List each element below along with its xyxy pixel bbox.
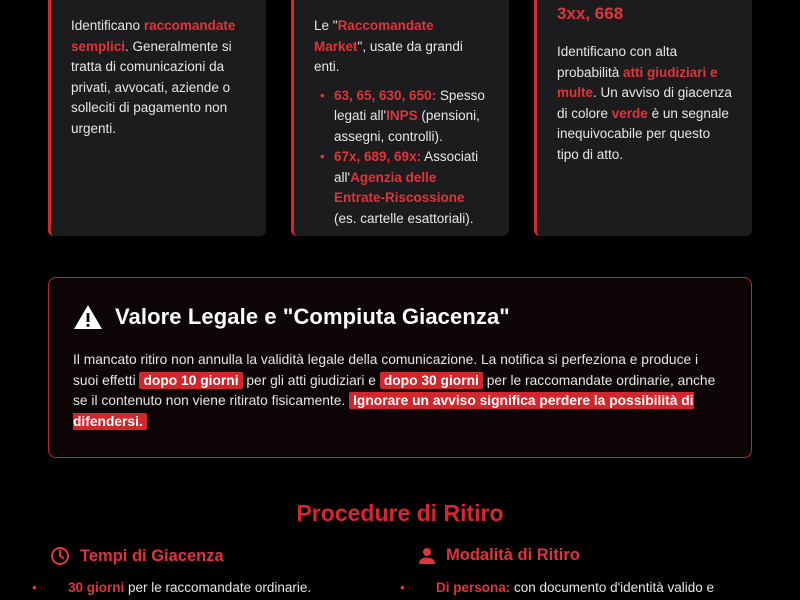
column-heading: Tempi di Giacenza bbox=[80, 546, 224, 565]
list-item: • 63, 65, 630, 650: Spesso legati all'INPS (pensioni, assegni, controlli). bbox=[314, 86, 489, 148]
code-list bbox=[314, 86, 489, 230]
highlight-badge: dopo 10 giorni bbox=[139, 372, 242, 389]
list-item: • 67x, 689, 69x: Associati all'Agenzia delle Entrate-Riscossione (es. cartelle esattoriali). bbox=[314, 147, 489, 229]
legal-warning-box bbox=[48, 277, 752, 458]
person-icon bbox=[418, 547, 436, 565]
info-card-simple bbox=[48, 0, 266, 236]
clock-icon bbox=[50, 546, 70, 566]
column-heading: Modalità di Ritiro bbox=[446, 546, 580, 564]
info-card-market bbox=[291, 0, 509, 236]
highlight-badge: Ignorare un avviso significa perdere la possibilità di difendersi. bbox=[73, 393, 694, 429]
section-title: Procedure di Ritiro bbox=[296, 500, 504, 526]
warning-icon bbox=[73, 304, 103, 330]
legal-title: Valore Legale e "Compiuta Giacenza" bbox=[115, 304, 510, 329]
card-intro: Le "Raccomandate Market", usate da grandi enti. bbox=[314, 18, 463, 74]
card-text: Identificano raccomandate semplici. Generalmente si tratta di comunicazioni da privati, avvocati, aziende o solleciti di pagamento non urgenti. bbox=[71, 18, 236, 136]
highlight-text: Raccomandate Market bbox=[314, 18, 434, 54]
card-text: Identificano con alta probabilità atti giudiziari e multe. Un avviso di giacenza di colore verde è un segnale inequivocabile per questo tipo di atto. bbox=[557, 44, 732, 162]
highlight-badge: dopo 30 giorni bbox=[380, 372, 483, 389]
list-item: • 30 giorni per le raccomandate ordinarie. bbox=[32, 580, 312, 595]
pickup-mode-heading bbox=[418, 546, 580, 565]
legal-text: Il mancato ritiro non annulla la validità legale della comunicazione. La notifica si perfeziona e produce i suoi effetti dopo 10 giorni per gli atti giudiziari e dopo 30 giorni per le raccomandate ordinarie, anche se il contenuto non viene ritirato fisicamente. Ignorare un avviso significa perdere la possibilità di difendersi. bbox=[73, 352, 716, 429]
info-card-judicial bbox=[534, 0, 752, 236]
pickup-times-heading bbox=[50, 546, 224, 566]
legal-header bbox=[73, 304, 727, 330]
highlight-text: raccomandate semplici bbox=[71, 18, 236, 54]
list-item: • Di persona: con documento d'identità valido e bbox=[400, 580, 714, 595]
card-title: 3xx, 668 bbox=[557, 4, 624, 23]
